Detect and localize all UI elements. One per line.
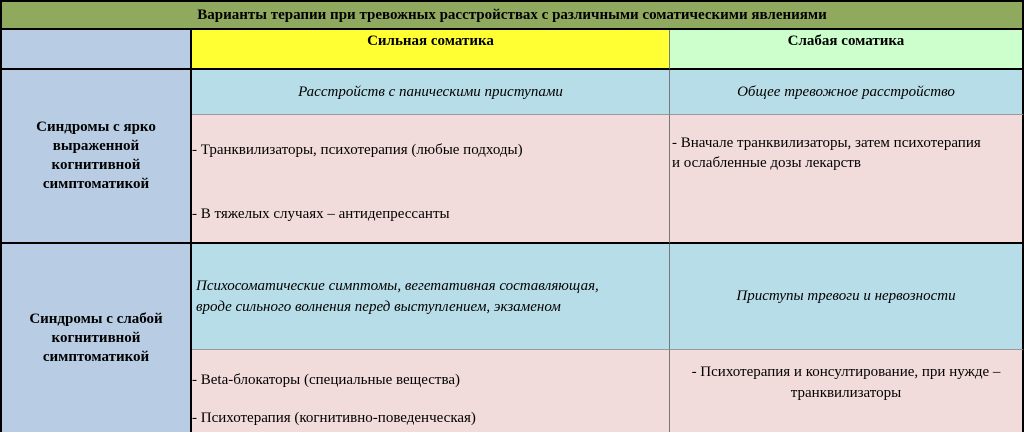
row2-weak-item-line-2: транквилизаторы [790, 385, 902, 401]
row2-strong-heading-line-1: Психосоматические симптомы, вегетативная составляющая, [196, 277, 599, 294]
row1-weak-therapy-cell [670, 115, 1024, 244]
column-header-weak: Слабая соматика [670, 30, 1024, 70]
table-title: Варианты терапии при тревожных расстройствах с различными соматическими явлениями [0, 0, 1024, 30]
column-header-strong: Сильная соматика [192, 30, 670, 70]
row2-weak-heading: Приступы тревоги и нервозности [670, 244, 1024, 350]
row-label-weak-cognitive: Синдромы с слабой когнитивной симптоматикой [0, 244, 192, 432]
row2-strong-heading [192, 244, 670, 350]
row2-strong-therapy-cell [192, 350, 670, 432]
header-corner-cell [0, 30, 192, 70]
row2-strong-item-2: - Психотерапия (когнитивно-поведенческая) [192, 410, 476, 426]
row1-strong-heading: Расстройств с паническими приступами [192, 70, 670, 115]
row2-strong-heading-line-2: вроде сильного волнения перед выступлением, экзаменом [196, 298, 561, 315]
row1-weak-heading: Общее тревожное расстройство [670, 70, 1024, 115]
row1-strong-item-2: - В тяжелых случаях – антидепрессанты [192, 206, 450, 222]
row-label-strong-cognitive: Синдромы с ярко выраженной когнитивной симптоматикой [0, 70, 192, 244]
row1-strong-therapy-cell [192, 115, 670, 244]
row1-strong-item-1: - Транквилизаторы, психотерапия (любые подходы) [192, 142, 523, 158]
row2-weak-therapy-cell [670, 350, 1024, 432]
row1-weak-item-line-2: и ослабленные дозы лекарств [672, 155, 861, 171]
row1-weak-item-line-1: - Вначале транквилизаторы, затем психотерапия [672, 135, 981, 151]
row2-weak-item-line-1: - Психотерапия и консултирование, при нужде – [691, 364, 1001, 380]
row2-strong-item-1: - Beta-блокаторы (специальные вещества) [192, 372, 460, 388]
